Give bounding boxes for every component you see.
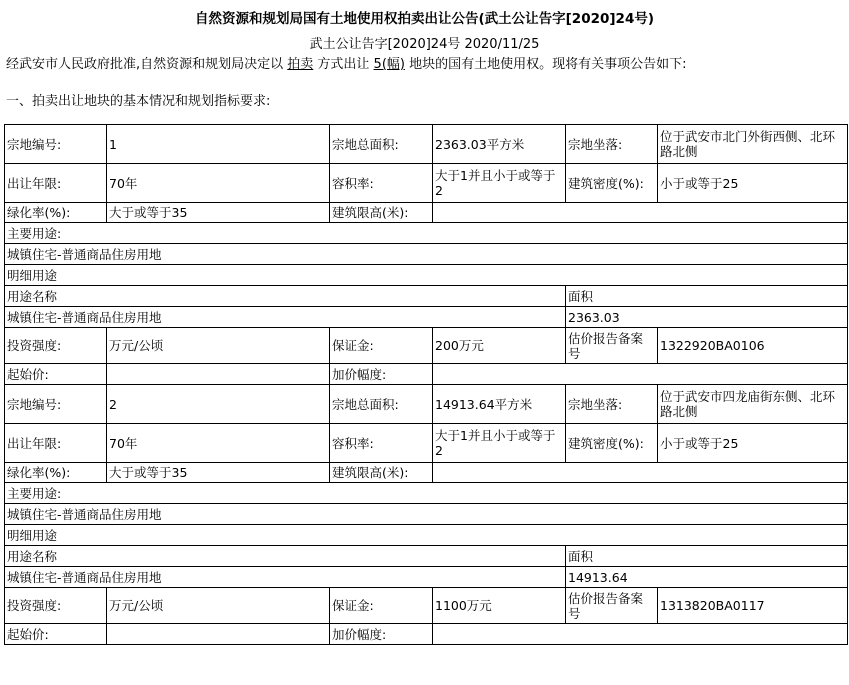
parcel-1-row-investment: [5, 328, 848, 364]
main-use-value: 城镇住宅-普通商品住房用地: [5, 244, 848, 265]
location-label: 宗地坐落:: [566, 385, 658, 424]
auction-method: 拍卖: [287, 57, 314, 72]
term-value: 70年: [107, 424, 330, 463]
increment-label: 加价幅度:: [330, 364, 433, 385]
total-area-label: 宗地总面积:: [330, 385, 433, 424]
parcel-count: 5(幅): [373, 57, 405, 72]
term-label: 出让年限:: [5, 424, 107, 463]
density-label: 建筑密度(%):: [566, 424, 658, 463]
increment-label: 加价幅度:: [330, 624, 433, 645]
page-title: 自然资源和规划局国有土地使用权拍卖出让公告(武土公让告字[2020]24号): [194, 11, 655, 27]
intro-text-middle: 方式出让: [313, 57, 374, 72]
parcel-2-row-green: [5, 463, 848, 483]
parcel-1-row-use-header: [5, 286, 848, 307]
parcel-2-row-main-use-label: [5, 483, 848, 504]
parcel-1-row-basic: [5, 125, 848, 164]
detail-use-label: 明细用途: [5, 265, 848, 286]
far-value: 大于1并且小于或等于2: [433, 424, 566, 463]
increment-value: [433, 364, 848, 385]
deposit-value: 200万元: [433, 328, 566, 364]
location-label: 宗地坐落:: [566, 125, 658, 164]
parcel-table: [4, 124, 848, 645]
total-area-value: 2363.03平方米: [433, 125, 566, 164]
detail-use-label: 明细用途: [5, 525, 848, 546]
intro-paragraph: [6, 53, 686, 72]
deposit-label: 保证金:: [330, 328, 433, 364]
parcel-2-row-main-use: [5, 504, 848, 525]
far-label: 容积率:: [330, 164, 433, 203]
parcel-2-row-use-value: [5, 567, 848, 588]
height-label: 建筑限高(米):: [330, 463, 433, 483]
green-label: 绿化率(%):: [5, 203, 107, 223]
parcel-no-value: 2: [107, 385, 330, 424]
density-label: 建筑密度(%):: [566, 164, 658, 203]
investment-value: 万元/公顷: [107, 588, 330, 624]
density-value: 小于或等于25: [658, 164, 848, 203]
main-use-value: 城镇住宅-普通商品住房用地: [5, 504, 848, 525]
parcel-no-label: 宗地编号:: [5, 385, 107, 424]
parcel-1-row-main-use: [5, 244, 848, 265]
use-area-header: 面积: [566, 546, 848, 567]
start-price-label: 起始价:: [5, 624, 107, 645]
parcel-2-row-detail-use: [5, 525, 848, 546]
density-value: 小于或等于25: [658, 424, 848, 463]
parcel-1-row-price: [5, 364, 848, 385]
parcel-no-label: 宗地编号:: [5, 125, 107, 164]
use-area-value: 14913.64: [566, 567, 848, 588]
total-area-label: 宗地总面积:: [330, 125, 433, 164]
parcel-2-row-term: [5, 424, 848, 463]
intro-text-before: 经武安市人民政府批准,自然资源和规划局决定以: [6, 57, 288, 72]
appraisal-label: 估价报告备案号: [566, 328, 658, 364]
deposit-value: 1100万元: [433, 588, 566, 624]
parcel-1-row-green: [5, 203, 848, 223]
height-value: [433, 203, 848, 223]
height-label: 建筑限高(米):: [330, 203, 433, 223]
height-value: [433, 463, 848, 483]
parcel-1-row-detail-use: [5, 265, 848, 286]
parcel-1-row-use-value: [5, 307, 848, 328]
parcel-2-row-basic: [5, 385, 848, 424]
start-price-label: 起始价:: [5, 364, 107, 385]
use-name-header: 用途名称: [5, 546, 566, 567]
investment-label: 投资强度:: [5, 588, 107, 624]
intro-text-after: 地块的国有土地使用权。现将有关事项公告如下:: [404, 57, 687, 72]
start-price-value: [107, 364, 330, 385]
section-heading: 一、拍卖出让地块的基本情况和规划指标要求:: [6, 94, 271, 109]
use-name-value: 城镇住宅-普通商品住房用地: [5, 307, 566, 328]
parcel-2-row-investment: [5, 588, 848, 624]
appraisal-label: 估价报告备案号: [566, 588, 658, 624]
increment-value: [433, 624, 848, 645]
total-area-value: 14913.64平方米: [433, 385, 566, 424]
location-value: 位于武安市四龙庙街东侧、北环路北侧: [658, 385, 848, 424]
use-area-header: 面积: [566, 286, 848, 307]
deposit-label: 保证金:: [330, 588, 433, 624]
parcel-2-row-use-header: [5, 546, 848, 567]
main-use-label: 主要用途:: [5, 223, 848, 244]
start-price-value: [107, 624, 330, 645]
location-value: 位于武安市北门外街西侧、北环路北侧: [658, 125, 848, 164]
investment-label: 投资强度:: [5, 328, 107, 364]
use-name-header: 用途名称: [5, 286, 566, 307]
green-value: 大于或等于35: [107, 203, 330, 223]
green-label: 绿化率(%):: [5, 463, 107, 483]
parcel-1-row-main-use-label: [5, 223, 848, 244]
term-label: 出让年限:: [5, 164, 107, 203]
term-value: 70年: [107, 164, 330, 203]
parcel-no-value: 1: [107, 125, 330, 164]
far-label: 容积率:: [330, 424, 433, 463]
main-use-label: 主要用途:: [5, 483, 848, 504]
use-area-value: 2363.03: [566, 307, 848, 328]
parcel-2-row-price: [5, 624, 848, 645]
parcel-1-row-term: [5, 164, 848, 203]
appraisal-value: 1313820BA0117: [658, 588, 848, 624]
investment-value: 万元/公顷: [107, 328, 330, 364]
use-name-value: 城镇住宅-普通商品住房用地: [5, 567, 566, 588]
appraisal-value: 1322920BA0106: [658, 328, 848, 364]
green-value: 大于或等于35: [107, 463, 330, 483]
announcement-number-date: 武土公让告字[2020]24号 2020/11/25: [309, 37, 540, 52]
far-value: 大于1并且小于或等于2: [433, 164, 566, 203]
